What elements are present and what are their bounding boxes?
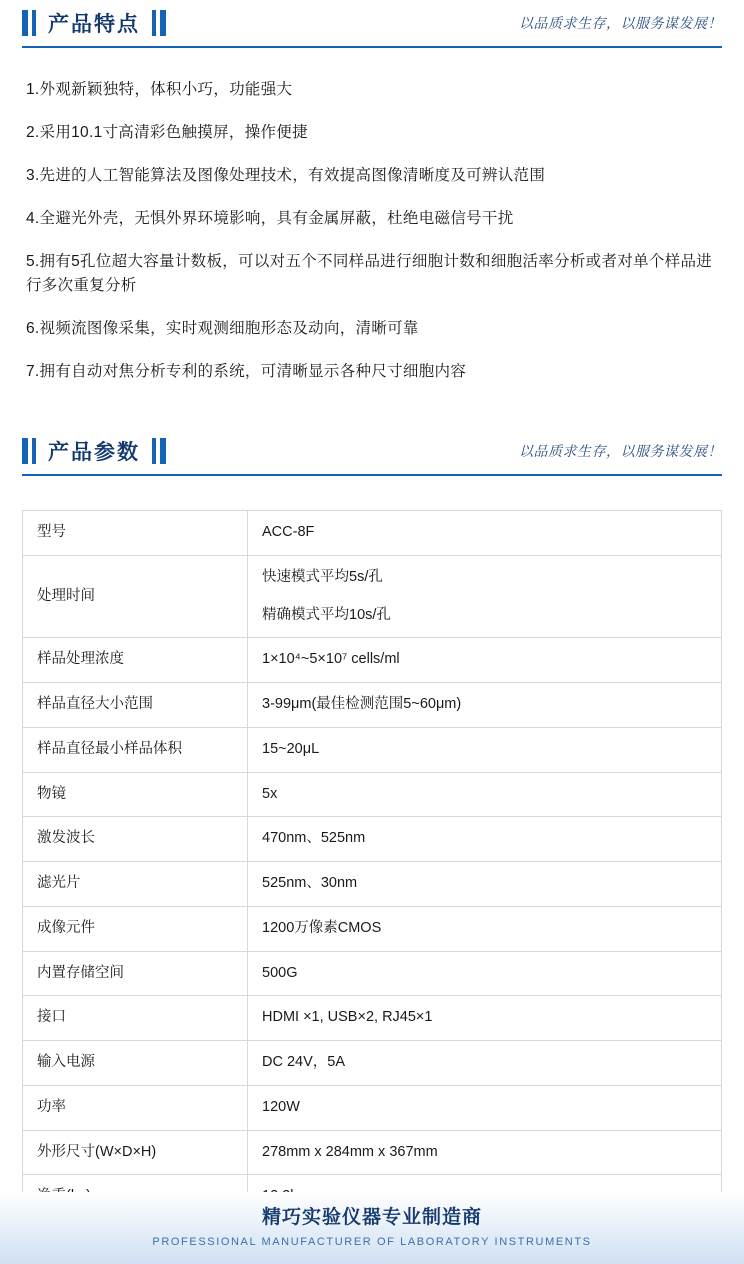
spec-value: 500G	[248, 951, 722, 996]
specs-section-header	[22, 428, 722, 476]
spec-value: 5x	[248, 772, 722, 817]
spec-key: 样品直径大小范围	[23, 683, 248, 728]
table-row	[23, 772, 722, 817]
table-row	[23, 638, 722, 683]
spec-key: 处理时间	[23, 555, 248, 638]
spec-key: 激发波长	[23, 817, 248, 862]
spec-value: 525nm、30nm	[248, 862, 722, 907]
spec-value: 快速模式平均5s/孔 精确模式平均10s/孔	[248, 555, 722, 638]
features-list	[26, 48, 718, 384]
spec-value: HDMI ×1, USB×2, RJ45×1	[248, 996, 722, 1041]
spec-key: 滤光片	[23, 862, 248, 907]
feature-item: 3.先进的人工智能算法及图像处理技术，有效提高图像清晰度及可辨认范围	[26, 167, 546, 185]
spec-value: 470nm、525nm	[248, 817, 722, 862]
table-row	[23, 996, 722, 1041]
table-row	[23, 817, 722, 862]
spec-value: ACC-8F	[248, 511, 722, 556]
spec-key: 内置存储空间	[23, 951, 248, 996]
spec-value: 120W	[248, 1085, 722, 1130]
spec-value: 3-99μm(最佳检测范围5~60μm)	[248, 683, 722, 728]
spec-key: 功率	[23, 1085, 248, 1130]
spec-key: 接口	[23, 996, 248, 1041]
spec-value: DC 24V，5A	[248, 1041, 722, 1086]
specs-slogan: 以品质求生存，以服务谋发展！	[519, 445, 722, 461]
features-section-header	[22, 0, 722, 48]
table-row	[23, 862, 722, 907]
table-row	[23, 1130, 722, 1175]
accent-bars-right-icon	[152, 10, 166, 36]
spec-key: 样品直径最小样品体积	[23, 727, 248, 772]
spec-key: 成像元件	[23, 906, 248, 951]
table-row	[23, 511, 722, 556]
spec-value: 1200万像素CMOS	[248, 906, 722, 951]
features-slogan: 以品质求生存，以服务谋发展！	[519, 17, 722, 32]
spec-key: 样品处理浓度	[23, 638, 248, 683]
table-row	[23, 683, 722, 728]
footer-title-en: PROFESSIONAL MANUFACTURER OF LABORATORY INSTRUMENTS	[152, 1236, 592, 1248]
feature-item: 7.拥有自动对焦分析专利的系统，可清晰显示各种尺寸细胞内容	[26, 363, 467, 381]
spec-value: 1×10⁴~5×10⁷ cells/ml	[248, 638, 722, 683]
features-section-title: 产品特点	[48, 13, 140, 36]
feature-item: 5.拥有5孔位超大容量计数板，可以对五个不同样品进行细胞计数和细胞活率分析或者对单个样品进行多次重复分析	[26, 253, 713, 295]
table-row	[23, 1085, 722, 1130]
footer-title-cn: 精巧实验仪器专业制造商	[261, 1207, 482, 1228]
spec-key: 外形尺寸(W×D×H)	[23, 1130, 248, 1175]
accent-bars-left-icon	[22, 10, 36, 36]
table-row	[23, 906, 722, 951]
spec-key: 型号	[23, 511, 248, 556]
feature-item: 4.全避光外壳，无惧外界环境影响，具有金属屏蔽，杜绝电磁信号干扰	[26, 210, 514, 228]
spec-key: 物镜	[23, 772, 248, 817]
table-row	[23, 1041, 722, 1086]
accent-bars-left-icon	[22, 438, 36, 464]
table-row	[23, 555, 722, 638]
page-footer	[0, 1192, 744, 1264]
table-row	[23, 727, 722, 772]
specs-section-header-wrap	[0, 428, 744, 476]
specs-section-title: 产品参数	[48, 441, 140, 465]
specifications-table	[22, 510, 722, 1220]
feature-item: 2.采用10.1寸高清彩色触摸屏，操作便捷	[26, 124, 308, 142]
spec-value: 278mm x 284mm x 367mm	[248, 1130, 722, 1175]
feature-item: 6.视频流图像采集，实时观测细胞形态及动向，清晰可靠	[26, 320, 419, 338]
spec-key: 输入电源	[23, 1041, 248, 1086]
feature-item: 1.外观新颖独特，体积小巧，功能强大	[26, 81, 293, 98]
spec-value: 15~20μL	[248, 727, 722, 772]
accent-bars-right-icon	[152, 438, 166, 464]
table-row	[23, 951, 722, 996]
